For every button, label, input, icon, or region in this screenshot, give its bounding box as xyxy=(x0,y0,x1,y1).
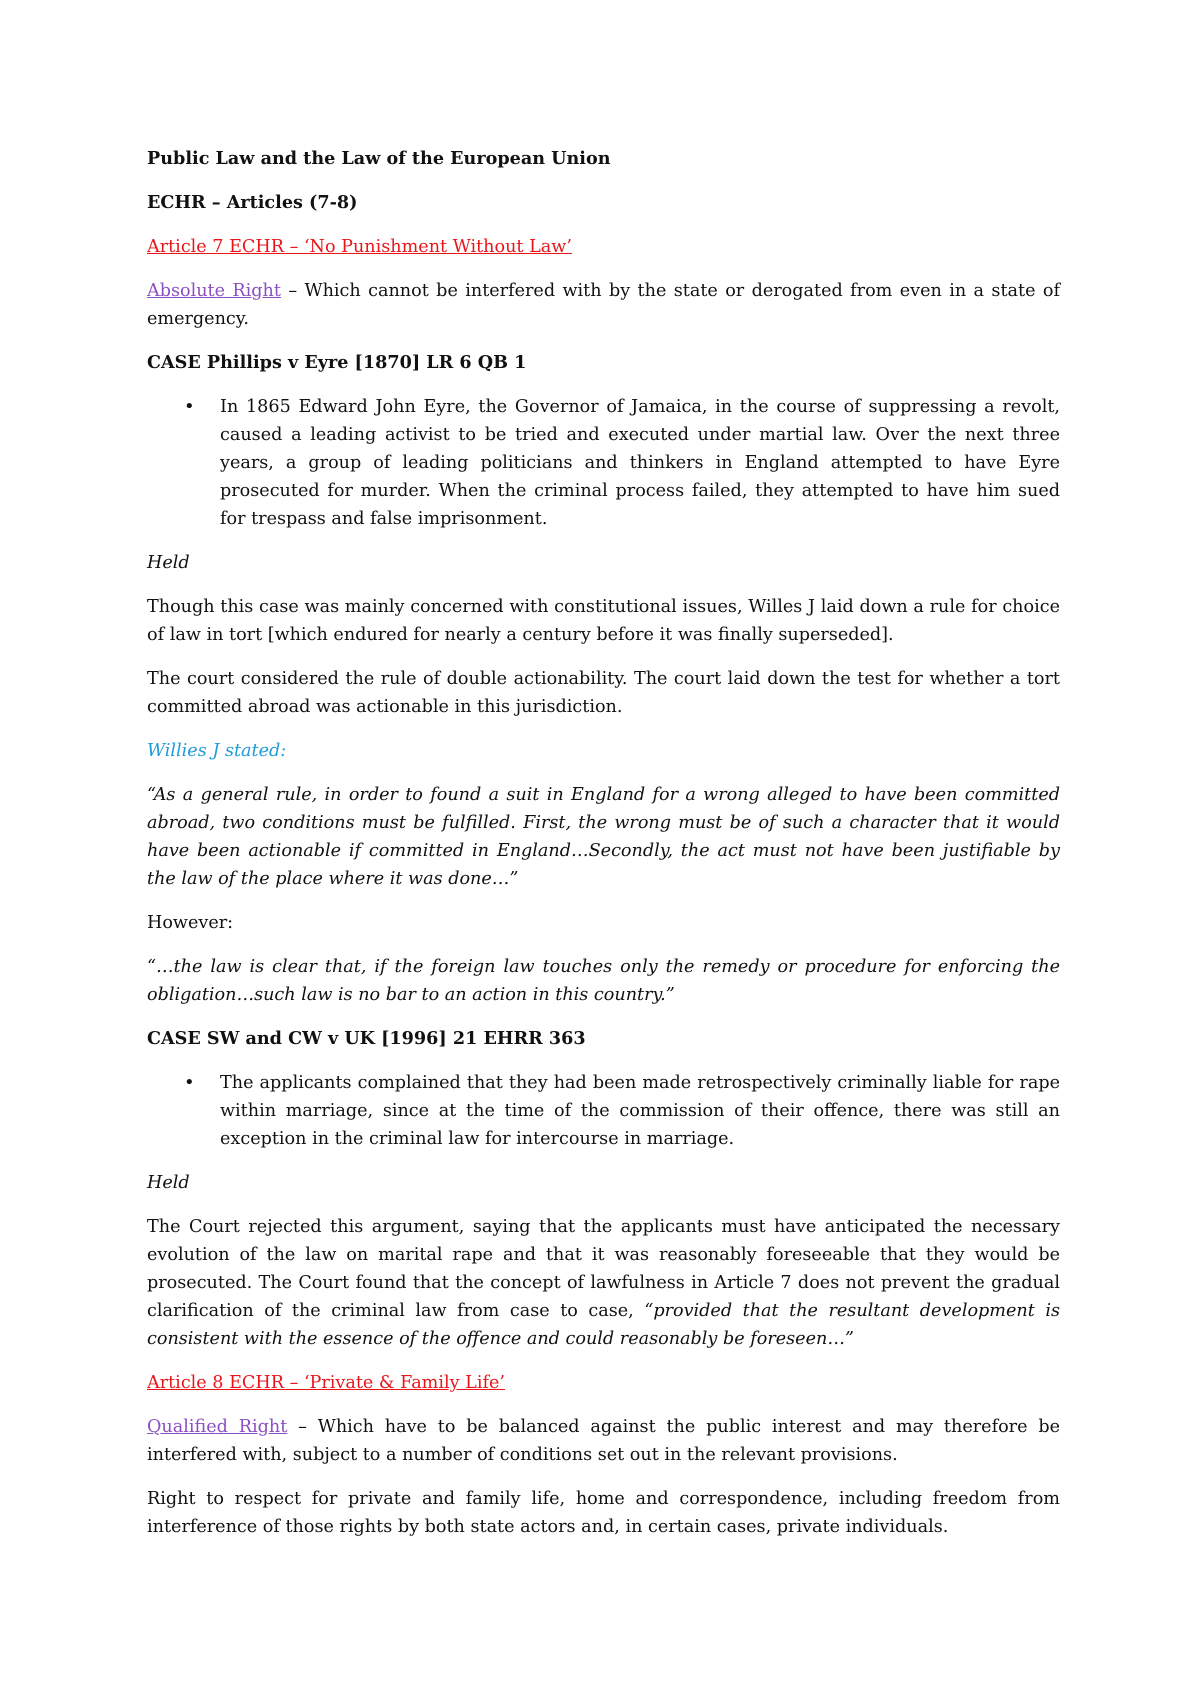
article-8-heading xyxy=(147,1369,1060,1397)
judge-quote-1: “As a general rule, in order to found a suit in England for a wrong alleged to have been committed abroad, two conditions must be fulfilled. First, the wrong must be of such a character that it would have been actionable if committed in England…Secondly, the act must not have been justifiable by the law of the place where it was done…” xyxy=(147,785,1060,889)
case-sw-judgment-quote: “provided that the resultant development is consistent with the essence of the offence and could reasonably be foreseen…” xyxy=(147,1301,1060,1349)
absolute-right-label: Absolute Right xyxy=(147,281,281,301)
case-phillips-held: Held xyxy=(147,553,190,573)
list-item xyxy=(147,393,1060,533)
document-page xyxy=(147,145,1060,1557)
case-sw-judgment-text: The Court rejected this argument, saying that the applicants must have anticipated the necessary evolution of the law on marital rape and that it was reasonably foreseeable that they would be prosecuted. The Court found that the concept of lawfulness in Article 7 does not prevent the gradual clarification of the criminal law from case to case, xyxy=(147,1217,1060,1321)
qualified-right-label: Qualified Right xyxy=(147,1417,288,1437)
article-8-heading-text: Article 8 ECHR – ‘Private & Family Life’ xyxy=(147,1373,505,1393)
article-7-heading-text: Article 7 ECHR – ‘No Punishment Without Law’ xyxy=(147,237,572,257)
article-8-para: Right to respect for private and family life, home and correspondence, including freedom from interference of those rights by both state actors and, in certain cases, private individuals. xyxy=(147,1489,1060,1537)
case-sw-heading: CASE SW and CW v UK [1996] 21 EHRR 363 xyxy=(147,1028,586,1049)
absolute-right-description: – Which cannot be interfered with by the state or derogated from even in a state of emergency. xyxy=(147,281,1060,329)
case-phillips-facts-text: In 1865 Edward John Eyre, the Governor of Jamaica, in the course of suppressing a revolt, caused a leading activist to be tried and executed under martial law. Over the next three years, a group of leading politicians and thinkers in England attempted to have Eyre prosecuted for murder. When the criminal process failed, they attempted to have him sued for trespass and false imprisonment. xyxy=(220,397,1060,529)
case-sw-held: Held xyxy=(147,1173,190,1193)
case-phillips-facts xyxy=(147,393,1060,533)
case-phillips-heading: CASE Phillips v Eyre [1870] LR 6 QB 1 xyxy=(147,352,527,373)
however-label: However: xyxy=(147,913,234,933)
case-sw-judgment xyxy=(147,1213,1060,1353)
case-sw-facts-text: The applicants complained that they had been made retrospectively criminally liable for rape within marriage, since at the time of the commission of their offence, there was still an exception in the criminal law for intercourse in marriage. xyxy=(220,1073,1060,1149)
article-7-heading xyxy=(147,233,1060,261)
judge-quote-2: “…the law is clear that, if the foreign law touches only the remedy or procedure for enforcing the obligation…such law is no bar to an action in this country.” xyxy=(147,957,1060,1005)
case-phillips-para-2: The court considered the rule of double actionability. The court laid down the test for whether a tort committed abroad was actionable in this jurisdiction. xyxy=(147,669,1060,717)
document-subtitle: ECHR – Articles (7-8) xyxy=(147,192,358,213)
article-7-right xyxy=(147,277,1060,333)
case-phillips-para-1: Though this case was mainly concerned with constitutional issues, Willes J laid down a rule for choice of law in tort [which endured for nearly a century before it was finally superseded]. xyxy=(147,597,1060,645)
bullet-icon: • xyxy=(184,396,195,417)
article-8-right xyxy=(147,1413,1060,1469)
case-sw-facts xyxy=(147,1069,1060,1153)
list-item xyxy=(147,1069,1060,1153)
document-title: Public Law and the Law of the European Union xyxy=(147,148,611,169)
judge-statement-label: Willies J stated: xyxy=(147,741,287,761)
qualified-right-description: – Which have to be balanced against the public interest and may therefore be interfered with, subject to a number of conditions set out in the relevant provisions. xyxy=(147,1417,1060,1465)
bullet-icon: • xyxy=(184,1072,195,1093)
